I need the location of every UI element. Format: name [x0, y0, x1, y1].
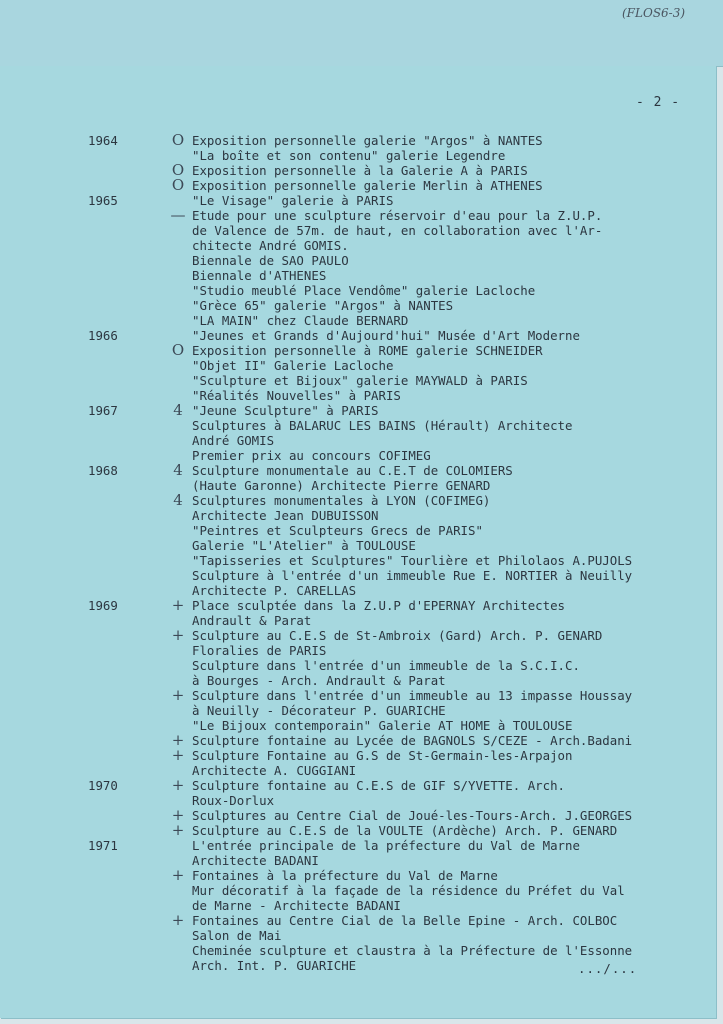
list-item: [0, 883, 716, 898]
year-label: 1966: [88, 328, 118, 343]
entry-text: "Réalités Nouvelles" à PARIS: [192, 388, 401, 403]
list-item: [0, 853, 716, 868]
entry-text: Roux-Dorlux: [192, 793, 275, 808]
entry-text: "Jeunes et Grands d'Aujourd'hui" Musée d'Art Moderne: [192, 328, 580, 343]
entry-text: (Haute Garonne) Architecte Pierre GENARD: [192, 478, 491, 493]
continuation-marker: .../...: [578, 961, 638, 976]
list-item: [0, 403, 716, 418]
year-label: 1965: [88, 193, 118, 208]
list-item: [0, 598, 716, 613]
list-item: [0, 763, 716, 778]
entry-text: "La boîte et son contenu" galerie Legendre: [192, 148, 506, 163]
handwritten-margin-mark: +: [171, 746, 185, 764]
list-item: [0, 583, 716, 598]
entry-text: Fontaines à la préfecture du Val de Marne: [192, 868, 498, 883]
handwritten-margin-mark: +: [171, 731, 185, 749]
entry-text: à Neuilly - Décorateur P. GUARICHE: [192, 703, 446, 718]
list-item: [0, 838, 716, 853]
entry-text: "Grèce 65" galerie "Argos" à NANTES: [192, 298, 454, 313]
list-item: [0, 673, 716, 688]
list-item: [0, 283, 716, 298]
list-item: [0, 868, 716, 883]
list-item: [0, 553, 716, 568]
entry-text: Premier prix au concours COFIMEG: [192, 448, 431, 463]
entry-text: Etude pour une sculpture réservoir d'eau pour la Z.U.P.: [192, 208, 603, 223]
entry-text: André GOMIS: [192, 433, 275, 448]
entry-text: Sculpture Fontaine au G.S de St-Germain-les-Arpajon: [192, 748, 573, 763]
page-number: - 2 -: [636, 95, 681, 110]
list-item: [0, 178, 716, 193]
list-item: [0, 253, 716, 268]
handwritten-margin-mark: +: [171, 686, 185, 704]
entry-text: Exposition personnelle à ROME galerie SCHNEIDER: [192, 343, 543, 358]
handwritten-margin-mark: +: [171, 626, 185, 644]
list-item: [0, 793, 716, 808]
list-item: [0, 643, 716, 658]
list-item: [0, 523, 716, 538]
handwritten-margin-mark: 4: [173, 401, 183, 419]
entry-text: "Peintres et Sculpteurs Grecs de PARIS": [192, 523, 483, 538]
list-item: [0, 463, 716, 478]
entry-text: Architecte A. CUGGIANI: [192, 763, 357, 778]
list-item: [0, 733, 716, 748]
list-item: [0, 193, 716, 208]
list-item: [0, 373, 716, 388]
entry-text: Floralies de PARIS: [192, 643, 327, 658]
entry-text: Sculptures monumentales à LYON (COFIMEG): [192, 493, 491, 508]
entry-text: "Le Bijoux contemporain" Galerie AT HOME à TOULOUSE: [192, 718, 573, 733]
entry-text: Architecte BADANI: [192, 853, 319, 868]
year-label: 1964: [88, 133, 118, 148]
handwritten-margin-mark: +: [171, 596, 185, 614]
entry-text: de Valence de 57m. de haut, en collaboration avec l'Ar-: [192, 223, 603, 238]
list-item: [0, 913, 716, 928]
entry-text: "LA MAIN" chez Claude BERNARD: [192, 313, 409, 328]
handwritten-margin-mark: +: [171, 821, 185, 839]
list-item: [0, 703, 716, 718]
list-item: [0, 223, 716, 238]
entry-text: Exposition personnelle galerie "Argos" à NANTES: [192, 133, 543, 148]
entry-text: "Tapisseries et Sculptures" Tourlière et Philolaos A.PUJOLS: [192, 553, 633, 568]
entry-text: Place sculptée dans la Z.U.P d'EPERNAY Architectes: [192, 598, 565, 613]
entry-text: "Jeune Sculpture" à PARIS: [192, 403, 379, 418]
entry-text: "Objet II" Galerie Lacloche: [192, 358, 394, 373]
entry-text: Sculpture au C.E.S de St-Ambroix (Gard) Arch. P. GENARD: [192, 628, 603, 643]
entry-text: "Studio meublé Place Vendôme" galerie Lacloche: [192, 283, 536, 298]
list-item: [0, 433, 716, 448]
handwritten-margin-mark: —: [170, 206, 186, 224]
entry-text: Sculpture dans l'entrée d'un immeuble au 13 impasse Houssay: [192, 688, 633, 703]
entry-text: "Sculpture et Bijoux" galerie MAYWALD à PARIS: [192, 373, 528, 388]
year-label: 1969: [88, 598, 118, 613]
list-item: [0, 943, 716, 958]
entry-text: à Bourges - Arch. Andrault & Parat: [192, 673, 446, 688]
entry-text: Biennale d'ATHENES: [192, 268, 327, 283]
list-item: [0, 538, 716, 553]
entry-text: Cheminée sculpture et claustra à la Préfecture de l'Essonne: [192, 943, 633, 958]
list-item: [0, 313, 716, 328]
list-item: [0, 208, 716, 223]
handwritten-margin-mark: O: [171, 341, 185, 359]
handwritten-margin-mark: +: [171, 806, 185, 824]
entry-text: Salon de Mai: [192, 928, 282, 943]
list-item: [0, 478, 716, 493]
entry-text: Exposition personnelle à la Galerie A à PARIS: [192, 163, 528, 178]
entry-text: Sculpture dans l'entrée d'un immeuble de la S.C.I.C.: [192, 658, 580, 673]
entry-text: Andrault & Parat: [192, 613, 312, 628]
entry-text: Biennale de SAO PAULO: [192, 253, 349, 268]
year-label: 1970: [88, 778, 118, 793]
list-item: [0, 613, 716, 628]
entry-text: "Le Visage" galerie à PARIS: [192, 193, 394, 208]
list-item: [0, 163, 716, 178]
list-item: [0, 568, 716, 583]
list-item: [0, 448, 716, 463]
handwritten-margin-mark: +: [171, 776, 185, 794]
entry-text: Sculpture au C.E.S de la VOULTE (Ardèche) Arch. P. GENARD: [192, 823, 618, 838]
year-label: 1967: [88, 403, 118, 418]
list-item: [0, 778, 716, 793]
list-item: [0, 628, 716, 643]
list-item: [0, 388, 716, 403]
entry-text: L'entrée principale de la préfecture du Val de Marne: [192, 838, 580, 853]
list-item: [0, 808, 716, 823]
entry-text: Sculpture fontaine au Lycée de BAGNOLS S/CEZE - Arch.Badani: [192, 733, 633, 748]
handwritten-margin-mark: 4: [173, 461, 183, 479]
list-item: [0, 343, 716, 358]
list-item: [0, 718, 716, 733]
handwritten-margin-mark: O: [171, 131, 185, 149]
handwritten-margin-mark: 4: [173, 491, 183, 509]
entry-text: Galerie "L'Atelier" à TOULOUSE: [192, 538, 416, 553]
entry-text: Sculpture monumentale au C.E.T de COLOMIERS: [192, 463, 513, 478]
list-item: [0, 268, 716, 283]
year-label: 1968: [88, 463, 118, 478]
handwritten-margin-mark: +: [171, 911, 185, 929]
list-item: [0, 418, 716, 433]
entry-text: Exposition personnelle galerie Merlin à ATHENES: [192, 178, 543, 193]
list-item: [0, 823, 716, 838]
archive-reference-note: (FLOS6-3): [622, 6, 686, 20]
list-item: [0, 928, 716, 943]
entry-text: Sculpture à l'entrée d'un immeuble Rue E. NORTIER à Neuilly: [192, 568, 633, 583]
entry-text: de Marne - Architecte BADANI: [192, 898, 401, 913]
handwritten-margin-mark: O: [171, 176, 185, 194]
entry-text: chitecte André GOMIS.: [192, 238, 349, 253]
entry-text: Mur décoratif à la façade de la résidence du Préfet du Val: [192, 883, 625, 898]
underlying-page-edge: [0, 0, 723, 67]
list-item: [0, 898, 716, 913]
entry-text: Fontaines au Centre Cial de la Belle Epine - Arch. COLBOC: [192, 913, 618, 928]
list-item: [0, 688, 716, 703]
exhibition-list: [0, 133, 716, 973]
entry-text: Sculptures au Centre Cial de Joué-les-Tours-Arch. J.GEORGES: [192, 808, 633, 823]
list-item: [0, 148, 716, 163]
handwritten-margin-mark: +: [171, 866, 185, 884]
list-item: [0, 238, 716, 253]
entry-text: Arch. Int. P. GUARICHE: [192, 958, 357, 973]
list-item: [0, 658, 716, 673]
list-item: [0, 493, 716, 508]
entry-text: Sculptures à BALARUC LES BAINS (Hérault) Architecte: [192, 418, 573, 433]
list-item: [0, 328, 716, 343]
entry-text: Architecte Jean DUBUISSON: [192, 508, 379, 523]
entry-text: Sculpture fontaine au C.E.S de GIF S/YVETTE. Arch.: [192, 778, 565, 793]
list-item: [0, 748, 716, 763]
entry-text: Architecte P. CARELLAS: [192, 583, 357, 598]
year-label: 1971: [88, 838, 118, 853]
list-item: [0, 298, 716, 313]
list-item: [0, 358, 716, 373]
list-item: [0, 133, 716, 148]
list-item: [0, 508, 716, 523]
handwritten-margin-mark: O: [171, 161, 185, 179]
